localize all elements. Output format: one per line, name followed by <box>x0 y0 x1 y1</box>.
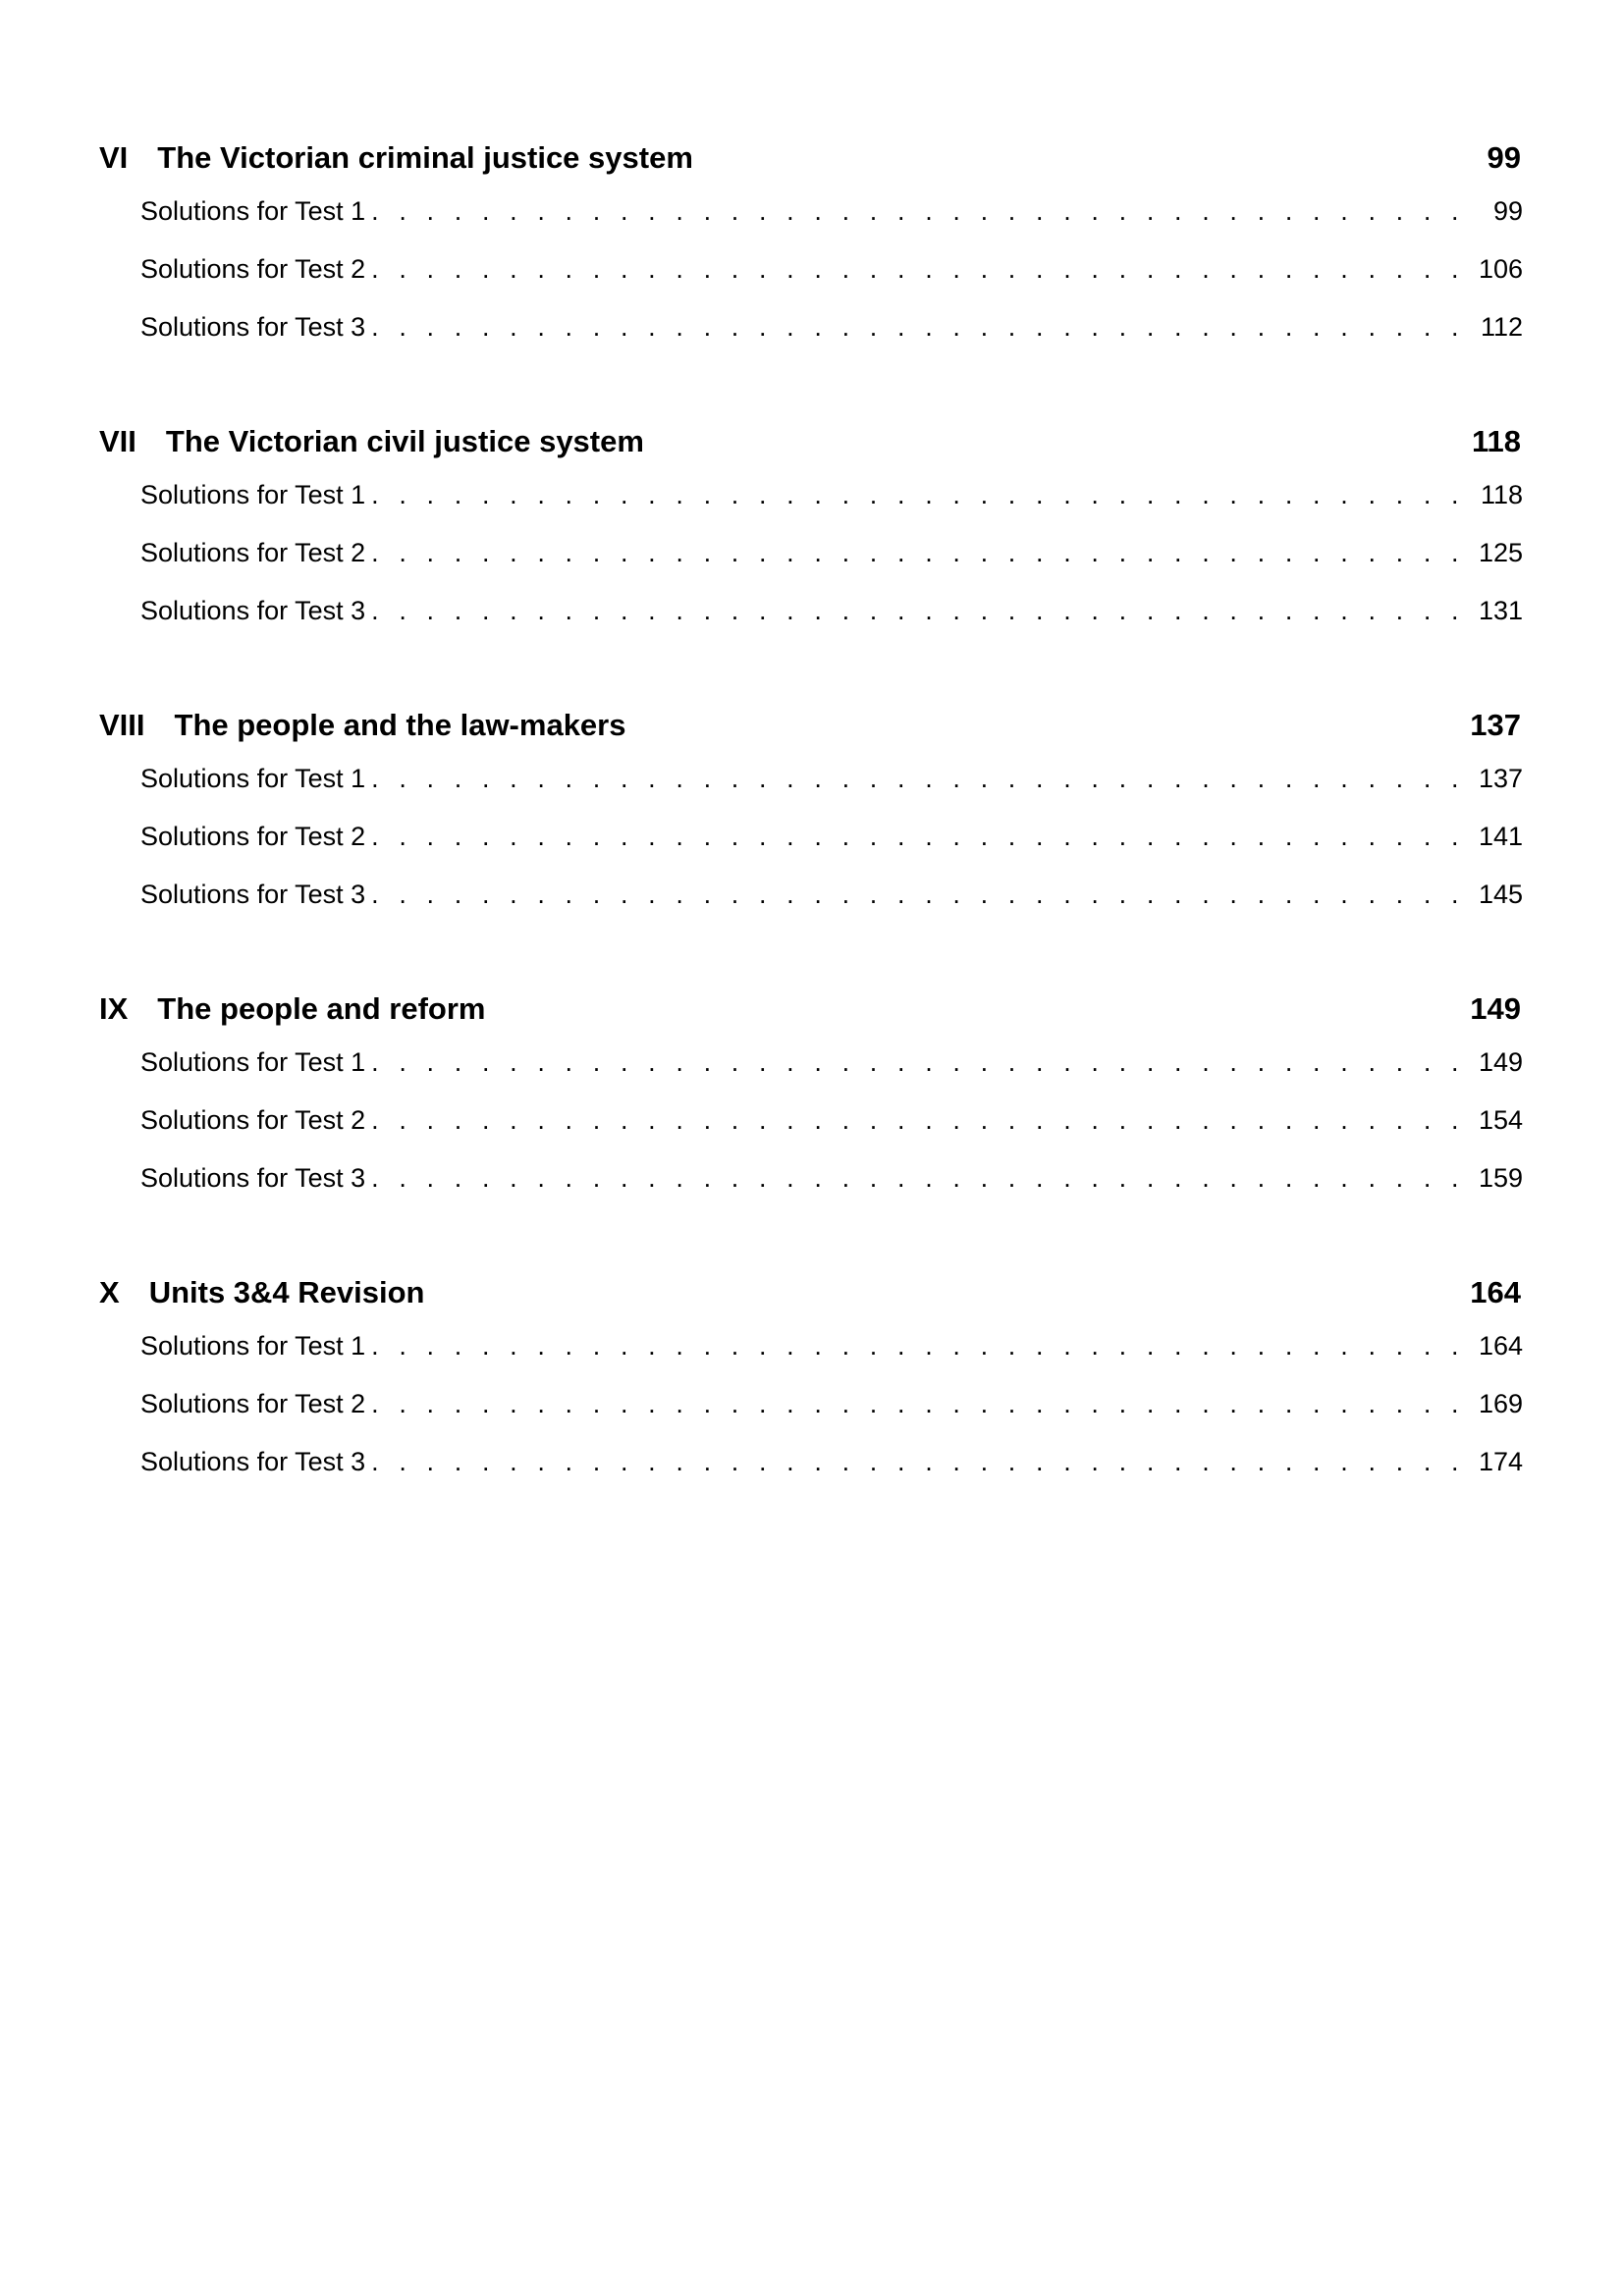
part-title: Units 3&4 Revision <box>148 1275 425 1309</box>
dot-leader <box>371 524 1466 582</box>
entry-label: Solutions for Test 3 <box>140 1163 366 1193</box>
part-title: The Victorian criminal justice system <box>157 140 693 175</box>
dot-leader <box>371 1375 1466 1433</box>
toc-entry[interactable] <box>140 808 1523 866</box>
entry-page-number: 131 <box>1478 596 1523 625</box>
toc-entry[interactable] <box>140 1092 1523 1149</box>
entry-page-number: 154 <box>1478 1105 1523 1135</box>
entry-label: Solutions for Test 2 <box>140 254 366 284</box>
dot-leader <box>371 1149 1466 1207</box>
entry-label: Solutions for Test 1 <box>140 1047 366 1077</box>
toc-entry[interactable] <box>140 240 1523 298</box>
part-page-number: 149 <box>1470 991 1521 1026</box>
toc-part-heading[interactable] <box>99 417 1523 466</box>
entry-page-number: 149 <box>1478 1047 1523 1077</box>
dot-leader <box>371 1034 1466 1092</box>
dot-leader <box>371 240 1466 298</box>
toc-entry[interactable] <box>140 1317 1523 1375</box>
toc-part-heading[interactable] <box>99 701 1523 750</box>
entry-page-number: 164 <box>1478 1331 1523 1361</box>
part-number: VI <box>99 140 129 175</box>
toc-entry[interactable] <box>140 582 1523 640</box>
part-title: The Victorian civil justice system <box>165 424 644 458</box>
entry-label: Solutions for Test 2 <box>140 1389 366 1418</box>
part-page-number: 118 <box>1471 424 1521 458</box>
toc-part-heading[interactable] <box>99 1268 1523 1317</box>
toc-part <box>99 133 1523 356</box>
part-number: VII <box>99 424 136 458</box>
dot-leader <box>371 466 1466 524</box>
dot-leader <box>371 298 1466 356</box>
entry-page-number: 125 <box>1478 538 1523 567</box>
toc-entry[interactable] <box>140 183 1523 240</box>
table-of-contents <box>99 133 1523 1552</box>
entry-page-number: 112 <box>1480 312 1523 342</box>
part-title: The people and the law-makers <box>174 708 626 742</box>
part-number: VIII <box>99 708 145 742</box>
entry-label: Solutions for Test 3 <box>140 880 366 909</box>
entry-label: Solutions for Test 3 <box>140 1447 366 1476</box>
dot-leader <box>371 808 1466 866</box>
part-number: IX <box>99 991 129 1026</box>
entry-label: Solutions for Test 1 <box>140 764 366 793</box>
dot-leader <box>371 1317 1466 1375</box>
toc-part <box>99 1268 1523 1491</box>
dot-leader <box>371 750 1466 808</box>
dot-leader <box>371 183 1466 240</box>
toc-entry[interactable] <box>140 1034 1523 1092</box>
entry-page-number: 99 <box>1492 196 1523 226</box>
toc-entry[interactable] <box>140 466 1523 524</box>
part-title: The people and reform <box>157 991 486 1026</box>
toc-entry[interactable] <box>140 298 1523 356</box>
toc-part <box>99 701 1523 924</box>
entry-page-number: 141 <box>1478 822 1523 851</box>
part-page-number: 137 <box>1470 708 1521 742</box>
toc-entry[interactable] <box>140 1149 1523 1207</box>
entry-label: Solutions for Test 2 <box>140 822 366 851</box>
dot-leader <box>371 1433 1466 1491</box>
toc-part-heading[interactable] <box>99 985 1523 1034</box>
entry-label: Solutions for Test 3 <box>140 596 366 625</box>
entry-label: Solutions for Test 3 <box>140 312 366 342</box>
toc-entry[interactable] <box>140 750 1523 808</box>
entry-page-number: 169 <box>1478 1389 1523 1418</box>
entry-page-number: 159 <box>1478 1163 1523 1193</box>
part-page-number: 99 <box>1487 140 1521 175</box>
entry-label: Solutions for Test 2 <box>140 1105 366 1135</box>
part-number: X <box>99 1275 120 1309</box>
toc-part-heading[interactable] <box>99 133 1523 183</box>
entry-page-number: 106 <box>1478 254 1523 284</box>
toc-entry[interactable] <box>140 1433 1523 1491</box>
toc-entry[interactable] <box>140 1375 1523 1433</box>
toc-entry[interactable] <box>140 866 1523 924</box>
entry-page-number: 145 <box>1478 880 1523 909</box>
dot-leader <box>371 582 1466 640</box>
part-page-number: 164 <box>1470 1275 1521 1309</box>
entry-page-number: 118 <box>1480 480 1523 509</box>
entry-page-number: 137 <box>1478 764 1523 793</box>
toc-entry[interactable] <box>140 524 1523 582</box>
entry-label: Solutions for Test 1 <box>140 480 366 509</box>
entry-page-number: 174 <box>1478 1447 1523 1476</box>
toc-part <box>99 985 1523 1207</box>
dot-leader <box>371 866 1466 924</box>
toc-part <box>99 417 1523 640</box>
entry-label: Solutions for Test 1 <box>140 196 366 226</box>
dot-leader <box>371 1092 1466 1149</box>
entry-label: Solutions for Test 2 <box>140 538 366 567</box>
entry-label: Solutions for Test 1 <box>140 1331 366 1361</box>
